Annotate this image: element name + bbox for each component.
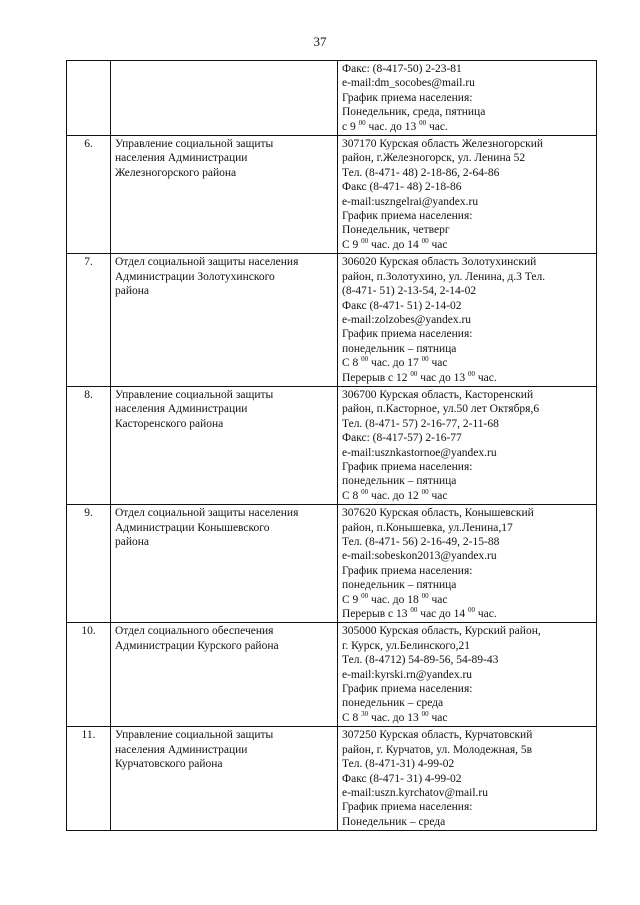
time-text: час. до 14 xyxy=(368,238,422,251)
row-number: 11. xyxy=(67,727,111,831)
organization-name xyxy=(111,61,338,136)
time-text: С 9 xyxy=(342,593,362,606)
contact-line: 307620 Курская область, Конышевский xyxy=(342,507,534,520)
organization-line: Отдел социального обеспечения xyxy=(115,625,274,638)
contact-line: район, г.Железногорск, ул. Ленина 52 xyxy=(342,152,526,165)
time-text: час. xyxy=(475,371,497,384)
contact-line: e-mail:zolzobes@yandex.ru xyxy=(342,313,472,326)
contact-line: район, п.Касторное, ул.50 лет Октября,6 xyxy=(342,403,540,416)
time-minutes: 00 xyxy=(361,355,369,364)
organization-line: Железногорского района xyxy=(115,166,237,179)
contact-line: График приема населения: xyxy=(342,683,473,696)
organization-line: Управление социальной защиты xyxy=(115,729,274,742)
time-minutes: 00 xyxy=(421,591,429,600)
contact-line: (8-471- 51) 2-13-54, 2-14-02 xyxy=(342,285,477,298)
contact-line: Тел. (8-471- 56) 2-16-49, 2-15-88 xyxy=(342,536,500,548)
organization-name xyxy=(111,505,338,623)
contact-line: 307250 Курская область, Курчатовский xyxy=(342,729,533,742)
time-text: час до 13 xyxy=(417,371,468,384)
schedule-time-line xyxy=(342,711,592,725)
time-text: С 8 xyxy=(342,357,362,370)
table-row xyxy=(67,386,597,504)
contact-line: 305000 Курская область, Курский район, xyxy=(342,625,541,638)
time-text: час. до 12 xyxy=(368,489,422,502)
contact-line: 306020 Курская область Золотухинский xyxy=(342,256,537,269)
contact-line: район, п.Золотухино, ул. Ленина, д.3 Тел. xyxy=(342,270,546,283)
contact-info xyxy=(338,623,597,727)
time-minutes: 00 xyxy=(421,355,429,364)
contact-line: График приема населения: xyxy=(342,91,473,104)
contact-line: График приема населения: xyxy=(342,328,473,341)
time-text: С 8 xyxy=(342,711,362,724)
contact-info xyxy=(338,136,597,254)
contact-line: понедельник – пятница xyxy=(342,579,457,592)
time-minutes: 00 xyxy=(468,606,475,615)
time-text: Перерыв с 13 xyxy=(342,608,411,621)
contact-line: График приема населения: xyxy=(342,210,473,223)
contact-line: Тел. (8-471-31) 4-99-02 xyxy=(342,758,455,771)
contact-line: e-mail:dm_socobes@mail.ru xyxy=(342,77,475,90)
schedule-time-line xyxy=(342,238,592,252)
contact-info xyxy=(338,727,597,831)
contact-line: Тел. (8-4712) 54-89-56, 54-89-43 xyxy=(342,654,499,667)
table-row xyxy=(67,254,597,387)
table-row xyxy=(67,136,597,254)
time-text: С 8 xyxy=(342,489,362,502)
time-minutes: 00 xyxy=(419,118,427,127)
organization-name xyxy=(111,254,338,387)
contact-info xyxy=(338,254,597,387)
organization-name xyxy=(111,623,338,727)
time-minutes: 30 xyxy=(361,710,369,719)
contact-line: График приема населения: xyxy=(342,564,473,577)
contact-info xyxy=(338,61,597,136)
contact-line: Факс (8-471- 51) 2-14-02 xyxy=(342,299,462,312)
contact-line: 306700 Курская область, Касторенский xyxy=(342,388,534,401)
time-text: час xyxy=(428,238,448,251)
time-minutes: 00 xyxy=(410,369,418,378)
organization-line: Касторенского района xyxy=(115,417,224,430)
contact-line: e-mail:uszn.kyrchatov@mail.ru xyxy=(342,786,488,799)
row-number: 7. xyxy=(67,254,111,387)
organization-line: Отдел социальной защиты населения xyxy=(115,256,299,269)
contact-info xyxy=(338,505,597,623)
schedule-time-line xyxy=(342,593,592,607)
contact-line: Тел. (8-471- 48) 2-18-86, 2-64-86 xyxy=(342,166,500,179)
organization-line: населения Администрации xyxy=(115,403,248,416)
organization-line: Администрации Золотухинского xyxy=(115,270,275,283)
time-minutes: 00 xyxy=(421,237,429,246)
time-minutes: 00 xyxy=(361,237,369,246)
row-number: 10. xyxy=(67,623,111,727)
contact-line: 307170 Курская область Железногорский xyxy=(342,138,544,151)
schedule-time-line xyxy=(342,356,592,370)
organization-name xyxy=(111,386,338,504)
contact-line: Тел. (8-471- 57) 2-16-77, 2-11-68 xyxy=(342,417,499,430)
schedule-time-line xyxy=(342,489,592,503)
time-text: час. xyxy=(426,120,448,133)
row-number: 9. xyxy=(67,505,111,623)
contact-line: Факс: (8-417-57) 2-16-77 xyxy=(342,432,462,445)
contact-line: Понедельник – среда xyxy=(342,815,446,828)
time-minutes: 00 xyxy=(410,606,418,615)
row-number: 8. xyxy=(67,386,111,504)
schedule-time-line xyxy=(342,607,592,621)
contact-line: понедельник – пятница xyxy=(342,475,457,488)
agency-table xyxy=(66,60,597,831)
time-text: час. до 13 xyxy=(365,120,420,133)
time-text: час xyxy=(428,711,448,724)
organization-line: района xyxy=(115,285,150,298)
table-row xyxy=(67,61,597,136)
organization-line: района xyxy=(115,536,150,548)
organization-line: Администрации Конышевского xyxy=(115,521,270,534)
time-text: час до 14 xyxy=(417,608,468,621)
time-text: Перерыв с 12 xyxy=(342,371,411,384)
time-minutes: 00 xyxy=(361,591,369,600)
contact-line: e-mail:kyrski.rn@yandex.ru xyxy=(342,668,473,681)
row-number xyxy=(67,61,111,136)
contact-line: e-mail:sobeskon2013@yandex.ru xyxy=(342,550,497,563)
time-minutes: 00 xyxy=(358,118,366,127)
contact-line: Понедельник, среда, пятница xyxy=(342,106,486,119)
time-text: час xyxy=(428,357,448,370)
time-text: час. до 17 xyxy=(368,357,422,370)
contact-line: район, п.Конышевка, ул.Ленина,17 xyxy=(342,521,513,534)
organization-line: Курчатовского района xyxy=(115,758,223,771)
contact-line: г. Курск, ул.Белинского,21 xyxy=(342,639,470,652)
organization-line: населения Администрации xyxy=(115,743,248,756)
table-row xyxy=(67,505,597,623)
time-text: час. xyxy=(475,608,497,621)
time-text: час xyxy=(428,489,448,502)
time-minutes: 00 xyxy=(361,487,369,496)
organization-line: Управление социальной защиты xyxy=(115,138,274,151)
organization-line: Администрации Курского района xyxy=(115,639,279,652)
contact-line: Факс (8-471- 31) 4-99-02 xyxy=(342,772,462,785)
contact-line: Факс (8-471- 48) 2-18-86 xyxy=(342,181,462,194)
time-minutes: 00 xyxy=(421,710,429,719)
schedule-time-line xyxy=(342,371,592,385)
contact-line: График приема населения: xyxy=(342,460,473,473)
organization-line: населения Администрации xyxy=(115,152,248,165)
organization-name xyxy=(111,727,338,831)
time-text: с 9 xyxy=(342,120,359,133)
table-row xyxy=(67,623,597,727)
schedule-time-line xyxy=(342,120,592,134)
organization-name xyxy=(111,136,338,254)
time-minutes: 00 xyxy=(421,487,429,496)
contact-line: понедельник – среда xyxy=(342,697,444,710)
contact-line: График приема населения: xyxy=(342,801,473,814)
contact-line: e-mail:usznkastornoe@yandex.ru xyxy=(342,446,497,459)
contact-line: e-mail:uszngelrai@yandex.ru xyxy=(342,195,479,208)
organization-line: Управление социальной защиты xyxy=(115,388,274,401)
contact-line: понедельник – пятница xyxy=(342,342,457,355)
row-number: 6. xyxy=(67,136,111,254)
time-minutes: 00 xyxy=(468,369,475,378)
time-text: час xyxy=(428,593,448,606)
time-text: С 9 xyxy=(342,238,362,251)
contact-info xyxy=(338,386,597,504)
contact-line: Факс: (8-417-50) 2-23-81 xyxy=(342,63,462,75)
organization-line: Отдел социальной защиты населения xyxy=(115,507,299,520)
table-row xyxy=(67,727,597,831)
contact-line: район, г. Курчатов, ул. Молодежная, 5в xyxy=(342,743,533,756)
time-text: час. до 13 xyxy=(368,711,422,724)
contact-line: Понедельник, четверг xyxy=(342,224,450,237)
time-text: час. до 18 xyxy=(368,593,422,606)
page-number: 37 xyxy=(313,34,327,49)
